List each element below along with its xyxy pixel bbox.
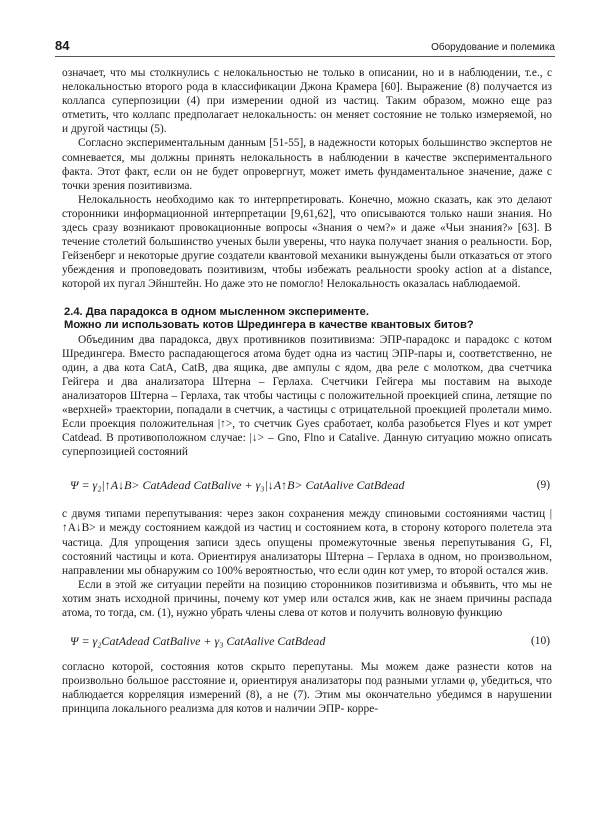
equation-9 <box>70 469 552 501</box>
paragraph-2: Согласно экспериментальным данным [51-55], в надежности которых большинство экспертов не сомневается, мы должны принять нелокальность в наблюдении в качестве экспериментального факта. Этот факт, если он не будет опровергнут, может иметь фундаментальное значение, даже с точки зрения позитивизма. <box>62 137 552 192</box>
section-heading <box>62 306 552 333</box>
equation-10-number: (10) <box>531 635 550 648</box>
paragraph-3: Нелокальность необходимо как то интерпретировать. Конечно, можно сказать, как это делают сторонники информационной интерпретации [9,61,62], что описываются только наши знания. Но здесь сразу возникают провокационные вопросы «Знания о чем?» и даже «Чьи знания?» [63]. В течение столетий большинство ученых были уверены, что наука получает знания о реальности. Бор, Гейзенберг и некоторые другие создатели квантовой механики вынуждены были отказаться от этого убеждения и проповедовать позитивизм, чтобы избежать реальности spooky action at a distance, которой их пугал Эйнштейн. Но даже это не помогло! Нелокальность оказалась наблюдаемой. <box>62 193 552 291</box>
equation-10 <box>70 628 552 654</box>
paragraph-section-intro: Объединим два парадокса, двух противников позитивизма: ЭПР-парадокс и парадокс с котом Шредингера. Вместо распадающегося атома будет одна из частиц ЭПР-пары и, соответственно, не один, а два кота CatA, CatB, два ящика, две ампулы с ядом, два реле с молотком, два счетчика Гейгера и два анализатора Штерна – Герлаха. Счетчики Гейгера мы поставим на выходе анализаторов Штерна – Герлаха, так чтобы частицы с положительной проекцией спина, летящие по «верхней» траектории, попадали в счетчик, а частицы с отрицательной проекцией пролетали мимо. Если проекция положительная |↑>, то счетчик Gyes сработает, колба разобьется Flyes и кот умрет Catdead. В противоположном случае: |↓> – Gno, Flno и Catalive. Данную ситуацию можно описать суперпозицией состояний <box>62 333 552 459</box>
paragraph-positivism: Если в этой же ситуации перейти на позицию сторонников позитивизма и объявить, что мы не хотим знать исходной причины, почему кот умер или остался жив, как не знаем причины распада атома, то тогда, см. (1), нужно убрать члены слева от котов и получить волновую функцию <box>62 578 552 619</box>
paragraph-entanglement: с двумя типами перепутывания: через закон сохранения между спиновыми состояниями частиц |↑A↓B> и между состоянием каждой из частиц и состоянием кота, в сторону которого полетела эта частица. Для упрощения записи здесь опущены промежуточные звенья перепутывания G, Fl, состояний частицы и кота. Ориентируя анализаторы Штерна – Герлаха в одном, но произвольном, направлении мы обнаружим со 100% вероятностью, что если один кот умер, то второй остался жив. <box>62 508 552 577</box>
running-title: Оборудование и полемика <box>431 42 555 53</box>
equation-9-number: (9) <box>536 479 550 492</box>
section-heading-line-1: 2.4. Два парадокса в одном мысленном эксперименте. <box>64 305 369 318</box>
page-number: 84 <box>55 38 70 53</box>
section-heading-line-2: Можно ли использовать котов Шредингера в качестве квантовых битов? <box>64 319 474 331</box>
paragraph-conclusion: согласно которой, состояния котов скрыто перепутаны. Мы можем даже разнести котов на произвольно большое расстояние и, ориентируя анализаторы под разными углами φ, убедиться, что наблюдается корреляция измерений (8), а не (7). Этим мы окончательно убедимся в нарушении принципа локального реализма для котов и наличии ЭПР- корре- <box>62 661 552 716</box>
page-header <box>55 38 555 53</box>
page-body <box>62 66 552 716</box>
header-rule <box>55 56 555 57</box>
equation-9-formula: Ψ = γ₂|↑A↓B> CatAdead CatBalive + γ₃|↓A↑B> CatAalive CatBdead <box>70 477 405 492</box>
paragraph-1: означает, что мы столкнулись с нелокальностью не только в описании, но и в наблюдении, т.е., с нелокальностью второго рода в классификации Джона Крамера [60]. Выражение (8) получается из коллапса суперпозиции (4) при измерении одной из частиц. Таким образом, можно еще раз отметить, что коллапс предполагает нелокальность: он меняет состояние не только измеряемой, но и другой частицы (5). <box>62 67 552 136</box>
equation-10-formula: Ψ = γ₂CatAdead CatBalive + γ₃ CatAalive CatBdead <box>70 633 326 648</box>
